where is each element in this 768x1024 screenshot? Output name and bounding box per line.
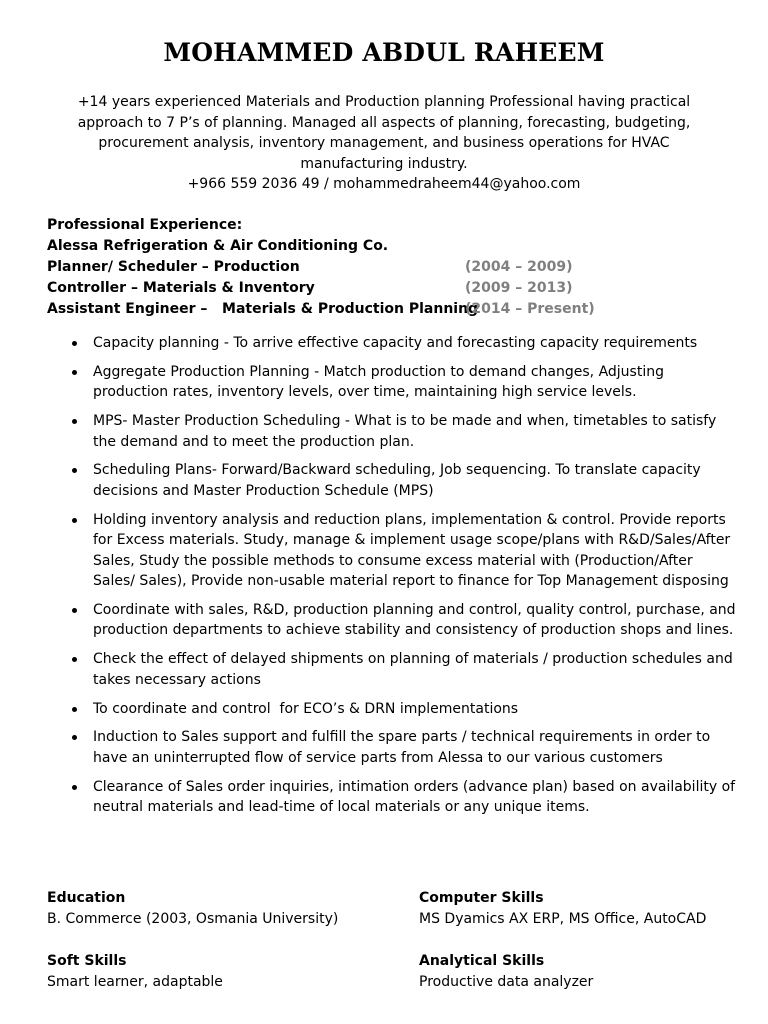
education-heading: Education — [47, 890, 126, 906]
list-item — [47, 600, 737, 641]
bullet-icon — [72, 518, 77, 523]
role-period: (2009 – 2013) — [465, 280, 573, 296]
computer-skills-value: MS Dyamics AX ERP, MS Office, AutoCAD — [419, 911, 707, 927]
role-period: (2014 – Present) — [465, 301, 595, 317]
experience-header — [47, 215, 727, 320]
bullet-icon — [72, 468, 77, 473]
bullet-icon — [72, 735, 77, 740]
bullet-text: MPS- Master Production Scheduling - What is to be made and when, timetables to satisfy the demand and to meet the production plan. — [93, 413, 717, 450]
computer-skills-heading: Computer Skills — [419, 890, 544, 906]
list-item — [47, 510, 737, 592]
bullet-icon — [72, 370, 77, 375]
bullet-text: Induction to Sales support and fulfill the spare parts / technical requirements in order to have an uninterrupted flow of service parts from Alessa to our various customers — [93, 729, 711, 766]
bullet-icon — [72, 341, 77, 346]
list-item — [47, 777, 737, 818]
soft-skills-value: Smart learner, adaptable — [47, 974, 223, 990]
bullet-icon — [72, 608, 77, 613]
role-row — [47, 299, 727, 320]
bullet-text: Clearance of Sales order inquiries, intimation orders (advance plan) based on availability of neutral materials and lead-time of local materials or any unique items. — [93, 778, 736, 816]
bullet-icon — [72, 657, 77, 662]
candidate-name: MOHAMMED ABDUL RAHEEM — [163, 38, 605, 67]
bullet-text: Aggregate Production Planning - Match production to demand changes, Adjusting production rates, inventory levels, over time, maintaining high service levels. — [93, 363, 664, 401]
experience-heading: Professional Experience: — [47, 217, 243, 233]
contact-line: +966 559 2036 49 / mohammedraheem44@yahoo.com — [187, 176, 581, 192]
bullet-icon — [72, 419, 77, 424]
role-row — [47, 278, 727, 299]
list-item — [47, 460, 737, 501]
bullet-icon — [72, 785, 77, 790]
role-title: Controller – Materials & Inventory — [47, 280, 315, 296]
responsibilities-list — [47, 333, 737, 826]
summary-text: +14 years experienced Materials and Production planning Professional having practical approach to 7 P’s of planning. Managed all aspects of planning, forecasting, budgeting, procurement analysis, inventory management, and business operations for HVAC manufacturing industry. — [77, 94, 691, 172]
list-item — [47, 727, 737, 768]
role-period: (2004 – 2009) — [465, 259, 573, 275]
bullet-text: Coordinate with sales, R&D, production planning and control, quality control, purchase, and production departments to achieve stability and consistency of production shops and lines. — [93, 601, 736, 639]
list-item — [47, 699, 737, 720]
list-item — [47, 362, 737, 403]
bullet-text: Check the effect of delayed shipments on planning of materials / production schedules and takes necessary actions — [93, 651, 733, 688]
list-item — [47, 649, 737, 690]
role-title: Assistant Engineer – Materials & Production Planning — [47, 301, 479, 317]
bullet-text: To coordinate and control for ECO’s & DRN implementations — [93, 700, 519, 717]
bullet-text: Scheduling Plans- Forward/Backward scheduling, Job sequencing. To translate capacity decisions and Master Production Schedule (MPS) — [93, 462, 701, 499]
analytical-skills-value: Productive data analyzer — [419, 974, 594, 990]
bullet-text: Capacity planning - To arrive effective capacity and forecasting capacity requirements — [93, 335, 698, 351]
role-title: Planner/ Scheduler – Production — [47, 259, 300, 275]
profile-summary — [60, 92, 708, 195]
list-item — [47, 333, 737, 354]
soft-skills-heading: Soft Skills — [47, 953, 127, 969]
bullet-icon — [72, 707, 77, 712]
bullet-text: Holding inventory analysis and reduction plans, implementation & control. Provide reports for Excess materials. Study, manage & implement usage scope/plans with R&D/Sales/After Sales, Study the possible methods to consume excess material with (Production/After Sales/ Sales), Provide non-usable material report to finance for Top Management disposing — [93, 511, 731, 590]
company-name: Alessa Refrigeration & Air Conditioning Co. — [47, 238, 389, 254]
education-value: B. Commerce (2003, Osmania University) — [47, 911, 339, 927]
analytical-skills-heading: Analytical Skills — [419, 953, 545, 969]
list-item — [47, 411, 737, 452]
role-row — [47, 257, 727, 278]
